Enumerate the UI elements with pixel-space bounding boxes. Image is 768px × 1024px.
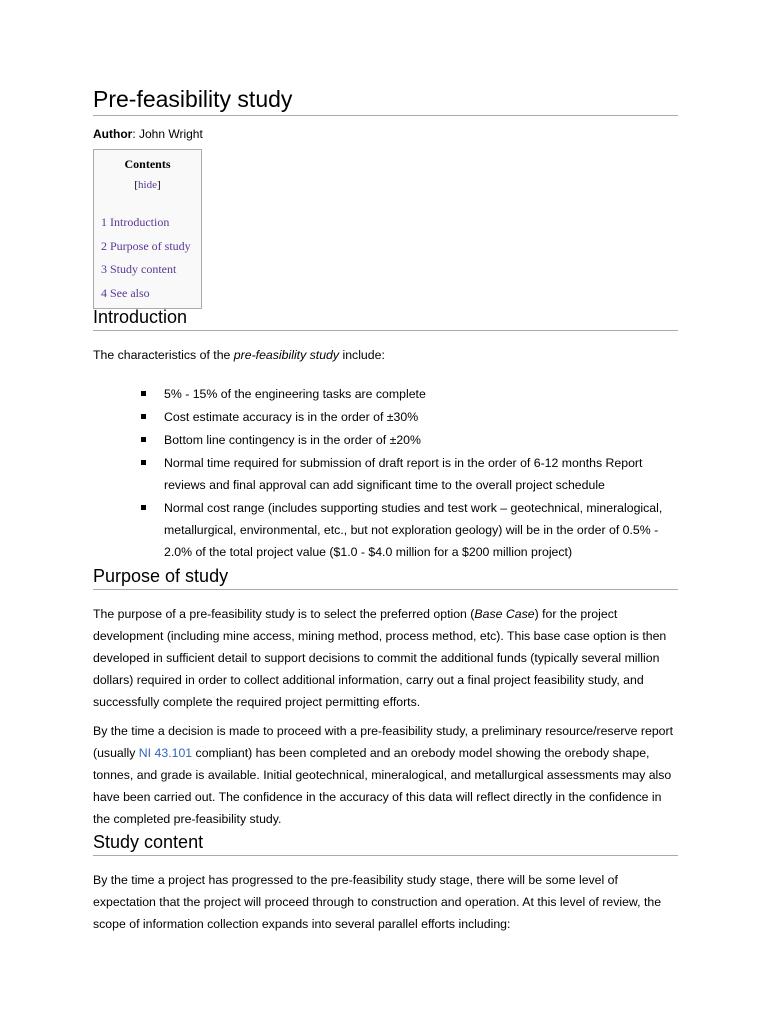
purpose-p2-after: compliant) has been completed and an orebody model showing the orebody shape, tonnes, and grade is available. Initial geotechnical, mineralogical, and metallurgical assessments may also have been carried out. The confidence in the accuracy of this data will reflect directly in the confidence in the completed pre-feasibility study. xyxy=(93,746,672,826)
heading-introduction: Introduction xyxy=(93,307,678,331)
list-item xyxy=(93,383,678,405)
purpose-p1-italic: Base Case xyxy=(474,607,535,621)
bullet-icon xyxy=(141,414,146,419)
toc-title: Contents xyxy=(124,157,171,171)
intro-lead-before: The characteristics of the xyxy=(93,348,234,362)
purpose-p2-before: By the time a decision is made to proceed with a pre-feasibility study, a preliminary resource/reserve report (usually xyxy=(93,724,674,760)
author-name: : John Wright xyxy=(132,127,203,141)
purpose-paragraph-1 xyxy=(93,603,678,713)
list-item xyxy=(93,497,678,563)
purpose-p1-after: ) for the project development (including mine access, mining method, process method, etc). This base case option is then developed in sufficient detail to support decisions to commit the additional funds (typically several million dollars) required in order to collect additional information, carry out a final project feasibility study, and successfully complete the required project permitting efforts. xyxy=(93,607,667,709)
toc-item-study-content[interactable]: 3 Study content xyxy=(101,262,177,276)
toc-item-introduction[interactable]: 1 Introduction xyxy=(101,215,170,229)
heading-study-content: Study content xyxy=(93,832,678,856)
list-item-text: 5% - 15% of the engineering tasks are complete xyxy=(164,387,426,401)
purpose-p1-before: The purpose of a pre-feasibility study is to select the preferred option ( xyxy=(93,607,475,621)
page-title: Pre-feasibility study xyxy=(93,86,678,116)
list-item-text: Bottom line contingency is in the order of ±20% xyxy=(164,433,421,447)
toc-item-see-also[interactable]: 4 See also xyxy=(101,286,150,300)
toc-hide-close: ] xyxy=(156,179,161,191)
list-item-text: Normal cost range (includes supporting studies and test work – geotechnical, mineralogical, metallurgical, environmental, etc., but not exploration geology) will be in the order of 0.5% - 2.0% of the total project value ($1.0 - $4.0 million for a $200 million project) xyxy=(164,501,663,559)
intro-lead xyxy=(93,344,678,366)
table-of-contents xyxy=(93,149,202,309)
bullet-icon xyxy=(141,505,146,510)
bullet-icon xyxy=(141,391,146,396)
author-line xyxy=(93,127,203,141)
list-item xyxy=(93,406,678,428)
ni-43-101-link[interactable]: NI 43.101 xyxy=(138,746,193,760)
list-item-text: Normal time required for submission of draft report is in the order of 6-12 months Report reviews and final approval can add significant time to the overall project schedule xyxy=(164,456,643,492)
toc-hide-toggle xyxy=(94,179,201,191)
list-item-text: Cost estimate accuracy is in the order of ±30% xyxy=(164,410,419,424)
intro-bullet-list xyxy=(93,383,678,564)
purpose-paragraph-2 xyxy=(93,720,678,830)
toc-hide-open: [ xyxy=(134,179,139,191)
intro-lead-after: include: xyxy=(339,348,385,362)
toc-hide-link[interactable]: hide xyxy=(138,179,157,191)
heading-purpose: Purpose of study xyxy=(93,566,678,590)
intro-lead-italic: pre-feasibility study xyxy=(233,348,340,362)
bullet-icon xyxy=(141,437,146,442)
study-content-paragraph-1: By the time a project has progressed to the pre-feasibility study stage, there will be some level of expectation that the project will proceed through to construction and operation. At this level of review, the scope of information collection expands into several parallel efforts including: xyxy=(93,873,662,931)
list-item xyxy=(93,429,678,451)
bullet-icon xyxy=(141,460,146,465)
toc-item-purpose[interactable]: 2 Purpose of study xyxy=(101,239,191,253)
list-item xyxy=(93,452,678,496)
author-label: Author xyxy=(93,127,133,141)
